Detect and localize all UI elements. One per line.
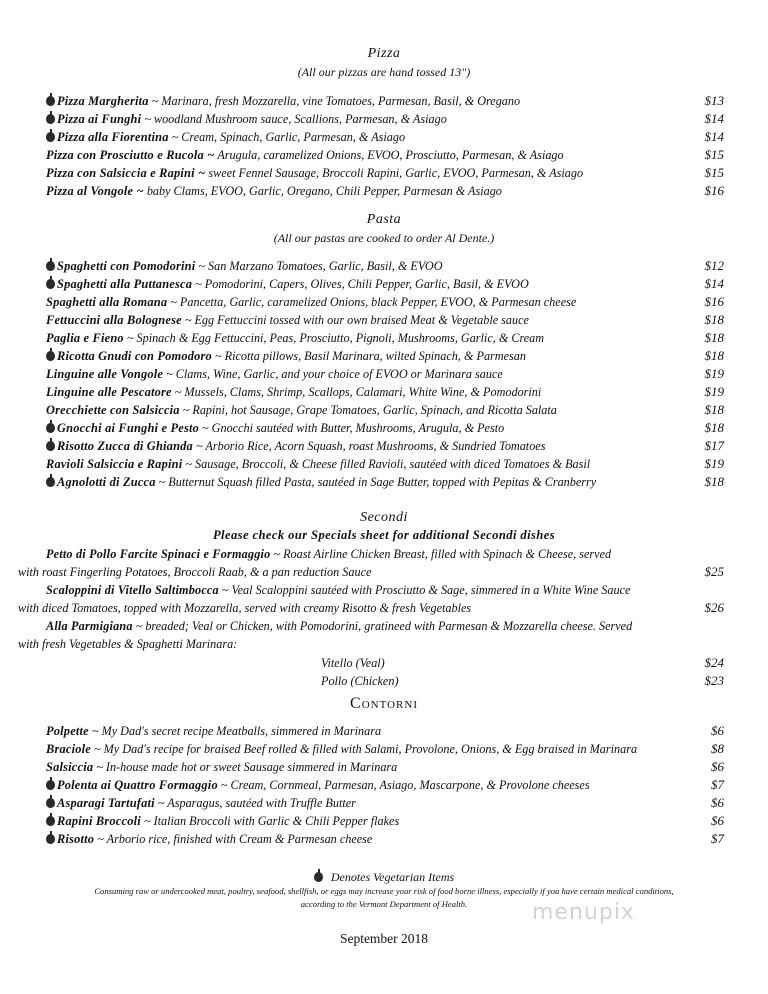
item-price: $6	[711, 723, 724, 738]
item-price: $7	[711, 777, 724, 792]
item-description: ~ Ricotta pillows, Basil Marinara, wilted Spinach, & Parmesan	[211, 349, 526, 363]
menu-item	[46, 383, 724, 401]
item-price: $15	[704, 165, 724, 180]
menu-item	[46, 740, 724, 758]
vegetarian-icon	[46, 816, 55, 826]
item-name: Scaloppini di Vitello Saltimbocca	[46, 583, 219, 597]
item-name: Ravioli Salsiccia e Rapini	[46, 457, 183, 471]
item-description: ~ Clams, Wine, Garlic, and your choice of EVOO or Marinara sauce	[163, 367, 503, 381]
item-description-cont: with diced Tomatoes, topped with Mozzarella, served with creamy Risotto & fresh Vegetables	[18, 601, 472, 615]
secondi-item-line	[46, 617, 724, 635]
menu-item	[46, 128, 724, 146]
item-description: Arugula, caramelized Onions, EVOO, Prosciutto, Parmesan, & Asiago	[214, 148, 564, 162]
vegetarian-icon	[46, 96, 55, 106]
item-description: ~ In-house made hot or sweet Sausage simmered in Marinara	[93, 760, 398, 774]
secondi-specials-note: Please check our Specials sheet for additional Secondi dishes	[212, 528, 556, 542]
item-name: Linguine alle Pescatore	[46, 385, 172, 399]
item-price: $18	[704, 330, 724, 345]
menu-item	[46, 110, 724, 128]
menu-item	[46, 311, 724, 329]
menu-item	[46, 182, 724, 200]
item-name: Alla Parmigiana	[46, 619, 133, 633]
item-name: Pizza al Vongole ~	[46, 184, 144, 198]
item-price: $16	[704, 183, 724, 198]
item-price: $13	[704, 93, 724, 108]
item-description: ~ Rapini, hot Sausage, Grape Tomatoes, Garlic, Spinach, and Ricotta Salata	[179, 403, 557, 417]
item-name: Spaghetti con Pomodorini	[57, 259, 196, 273]
warning-line-2: according to the Vermont Department of Health.	[300, 899, 468, 909]
pasta-section-note: (All our pastas are cooked to order Al Dente.)	[273, 231, 495, 245]
item-price: $8	[711, 741, 724, 756]
item-name: Salsiccia	[46, 760, 94, 774]
item-price: $12	[704, 258, 724, 273]
item-description: ~ My Dad's recipe for braised Beef rolled & filled with Salami, Provolone, Onions, & Egg braised in Marinara	[90, 742, 638, 756]
item-price: $14	[704, 276, 724, 291]
vegetarian-icon	[314, 872, 323, 882]
item-price: $18	[704, 312, 724, 327]
item-name: Linguine alle Vongole	[46, 367, 164, 381]
item-name: Petto di Pollo Farcite Spinaci e Formaggio	[46, 547, 271, 561]
menu-item	[46, 275, 724, 293]
vegetarian-icon	[46, 351, 55, 361]
item-description: ~ Arborio Rice, Acorn Squash, roast Mushrooms, & Sundried Tomatoes	[192, 439, 546, 453]
vegetarian-icon	[46, 261, 55, 271]
item-price: $18	[704, 402, 724, 417]
secondi-item-line	[46, 581, 724, 599]
menu-item	[46, 365, 724, 383]
item-description: ~ woodland Mushroom sauce, Scallions, Parmesan, & Asiago	[141, 112, 447, 126]
item-description: ~ Pomodorini, Capers, Olives, Chili Pepper, Garlic, Basil, & EVOO	[192, 277, 529, 291]
option-price: $23	[704, 673, 724, 688]
item-description: ~ Gnocchi sautéed with Butter, Mushrooms, Arugula, & Pesto	[199, 421, 505, 435]
item-description: baby Clams, EVOO, Garlic, Oregano, Chili Pepper, Parmesan & Asiago	[143, 184, 502, 198]
option-label: Vitello (Veal)	[321, 656, 385, 670]
item-price: $18	[704, 474, 724, 489]
item-name: Pizza con Prosciutto e Rucola ~	[46, 148, 215, 162]
option-price: $24	[704, 655, 724, 670]
item-name: Ricotta Gnudi con Pomodoro	[57, 349, 212, 363]
item-description: ~ Sausage, Broccoli, & Cheese filled Ravioli, sautéed with diced Tomatoes & Basil	[182, 457, 591, 471]
vegetarian-icon	[46, 114, 55, 124]
item-description: ~ My Dad's secret recipe Meatballs, simmered in Marinara	[88, 724, 382, 738]
item-description: ~ Roast Airline Chicken Breast, filled with Spinach & Cheese, served	[270, 547, 612, 561]
menu-item	[46, 437, 724, 455]
menu-item	[46, 419, 724, 437]
vegetarian-icon	[46, 834, 55, 844]
item-description: ~ Egg Fettuccini tossed with our own braised Meat & Vegetable sauce	[181, 313, 529, 327]
item-description: ~ breaded; Veal or Chicken, with Pomodorini, gratineed with Parmesan & Mozzarella cheese. Served	[132, 619, 633, 633]
item-name: Agnolotti di Zucca	[57, 475, 156, 489]
item-description-cont: with roast Fingerling Potatoes, Broccoli Raab, & a pan reduction Sauce	[18, 565, 372, 579]
item-name: Pizza Margherita	[57, 94, 149, 108]
vegetarian-icon	[46, 441, 55, 451]
secondi-item-line	[18, 635, 724, 653]
contorni-section-title: Contorni	[350, 695, 418, 712]
item-name: Fettuccini alla Bolognese	[46, 313, 182, 327]
vegetarian-icon	[46, 132, 55, 142]
menu-item	[46, 347, 724, 365]
menu-item	[46, 293, 724, 311]
item-description-cont: with fresh Vegetables & Spaghetti Marinara:	[18, 637, 238, 651]
secondi-section-title: Secondi	[360, 510, 408, 525]
pizza-section-title: Pizza	[367, 46, 401, 61]
item-description: ~ Asparagus, sautéed with Truffle Butter	[154, 796, 356, 810]
menu-item	[46, 92, 724, 110]
menu-item	[46, 758, 724, 776]
item-description: ~ Butternut Squash filled Pasta, sautéed in Sage Butter, topped with Pepitas & Cranberry	[155, 475, 597, 489]
item-name: Polpette	[46, 724, 89, 738]
vegetarian-icon	[46, 423, 55, 433]
legend-text: Denotes Vegetarian Items	[330, 870, 455, 884]
menu-item	[46, 401, 724, 419]
parmigiana-option	[46, 654, 724, 672]
item-name: Risotto Zucca di Ghianda	[57, 439, 193, 453]
item-price: $19	[704, 456, 724, 471]
item-name: Paglia e Fieno	[46, 331, 124, 345]
menu-item	[46, 812, 724, 830]
vegetarian-icon	[46, 798, 55, 808]
item-price: $18	[704, 348, 724, 363]
item-price: $7	[711, 831, 724, 846]
item-description: ~ Arborio rice, finished with Cream & Parmesan cheese	[94, 832, 373, 846]
parmigiana-option	[46, 672, 724, 690]
pasta-section-title: Pasta	[366, 212, 402, 227]
vegetarian-icon	[46, 477, 55, 487]
item-description: ~ Spinach & Egg Fettuccini, Peas, Prosciutto, Pignoli, Mushrooms, Garlic, & Cream	[123, 331, 545, 345]
item-name: Pizza ai Funghi	[57, 112, 142, 126]
item-price: $25	[704, 564, 724, 579]
item-price: $14	[704, 129, 724, 144]
item-price: $6	[711, 759, 724, 774]
vegetarian-icon	[46, 279, 55, 289]
item-name: Spaghetti alla Puttanesca	[57, 277, 193, 291]
menu-item	[46, 164, 724, 182]
item-description: ~ Veal Scaloppini sautéed with Prosciutto & Sage, simmered in a White Wine Sauce	[218, 583, 631, 597]
menu-item	[46, 722, 724, 740]
menu-date: September 2018	[339, 931, 429, 946]
secondi-item-line	[18, 563, 724, 581]
item-name: Braciole	[46, 742, 91, 756]
item-description: ~ Pancetta, Garlic, caramelized Onions, black Pepper, EVOO, & Parmesan cheese	[167, 295, 577, 309]
item-description: ~ San Marzano Tomatoes, Garlic, Basil, & EVOO	[195, 259, 443, 273]
item-description: sweet Fennel Sausage, Broccoli Rapini, Garlic, EVOO, Parmesan, & Asiago	[205, 166, 584, 180]
item-price: $19	[704, 384, 724, 399]
menu-item	[46, 257, 724, 275]
item-price: $14	[704, 111, 724, 126]
menu-item	[46, 473, 724, 491]
item-price: $16	[704, 294, 724, 309]
item-price: $19	[704, 366, 724, 381]
menu-item	[46, 794, 724, 812]
menu-item	[46, 830, 724, 848]
item-name: Gnocchi ai Funghi e Pesto	[57, 421, 199, 435]
item-name: Risotto	[57, 832, 95, 846]
item-name: Pizza alla Fiorentina	[57, 130, 169, 144]
item-name: Pizza con Salsiccia e Rapini ~	[46, 166, 206, 180]
item-description: ~ Cream, Cornmeal, Parmesan, Asiago, Mascarpone, & Provolone cheeses	[217, 778, 590, 792]
warning-line-1: Consuming raw or undercooked meat, poultry, seafood, shellfish, or eggs may increase your risk of food borne illness, especially if you have certain medical conditions,	[94, 886, 674, 896]
secondi-item-line	[18, 599, 724, 617]
menu-item	[46, 455, 724, 473]
item-name: Orecchiette con Salsiccia	[46, 403, 180, 417]
item-price: $6	[711, 795, 724, 810]
item-description: ~ Mussels, Clams, Shrimp, Scallops, Calamari, White Wine, & Pomodorini	[171, 385, 542, 399]
option-label: Pollo (Chicken)	[321, 674, 399, 688]
item-description: ~ Italian Broccoli with Garlic & Chili Pepper flakes	[140, 814, 400, 828]
item-description: ~ Marinara, fresh Mozzarella, vine Tomatoes, Parmesan, Basil, & Oregano	[148, 94, 521, 108]
item-name: Spaghetti alla Romana	[46, 295, 168, 309]
item-name: Asparagi Tartufati	[57, 796, 155, 810]
secondi-item-line	[46, 545, 724, 563]
item-price: $26	[704, 600, 724, 615]
item-name: Polenta ai Quattro Formaggio	[57, 778, 218, 792]
menu-item	[46, 776, 724, 794]
item-price: $17	[704, 438, 724, 453]
vegetarian-legend	[0, 870, 768, 885]
watermark: menupix	[532, 900, 635, 925]
pizza-section-note: (All our pizzas are hand tossed 13")	[297, 65, 471, 79]
item-price: $18	[704, 420, 724, 435]
vegetarian-icon	[46, 780, 55, 790]
menu-item	[46, 329, 724, 347]
menu-item	[46, 146, 724, 164]
item-name: Rapini Broccoli	[57, 814, 141, 828]
item-price: $6	[711, 813, 724, 828]
item-price: $15	[704, 147, 724, 162]
item-description: ~ Cream, Spinach, Garlic, Parmesan, & Asiago	[168, 130, 406, 144]
